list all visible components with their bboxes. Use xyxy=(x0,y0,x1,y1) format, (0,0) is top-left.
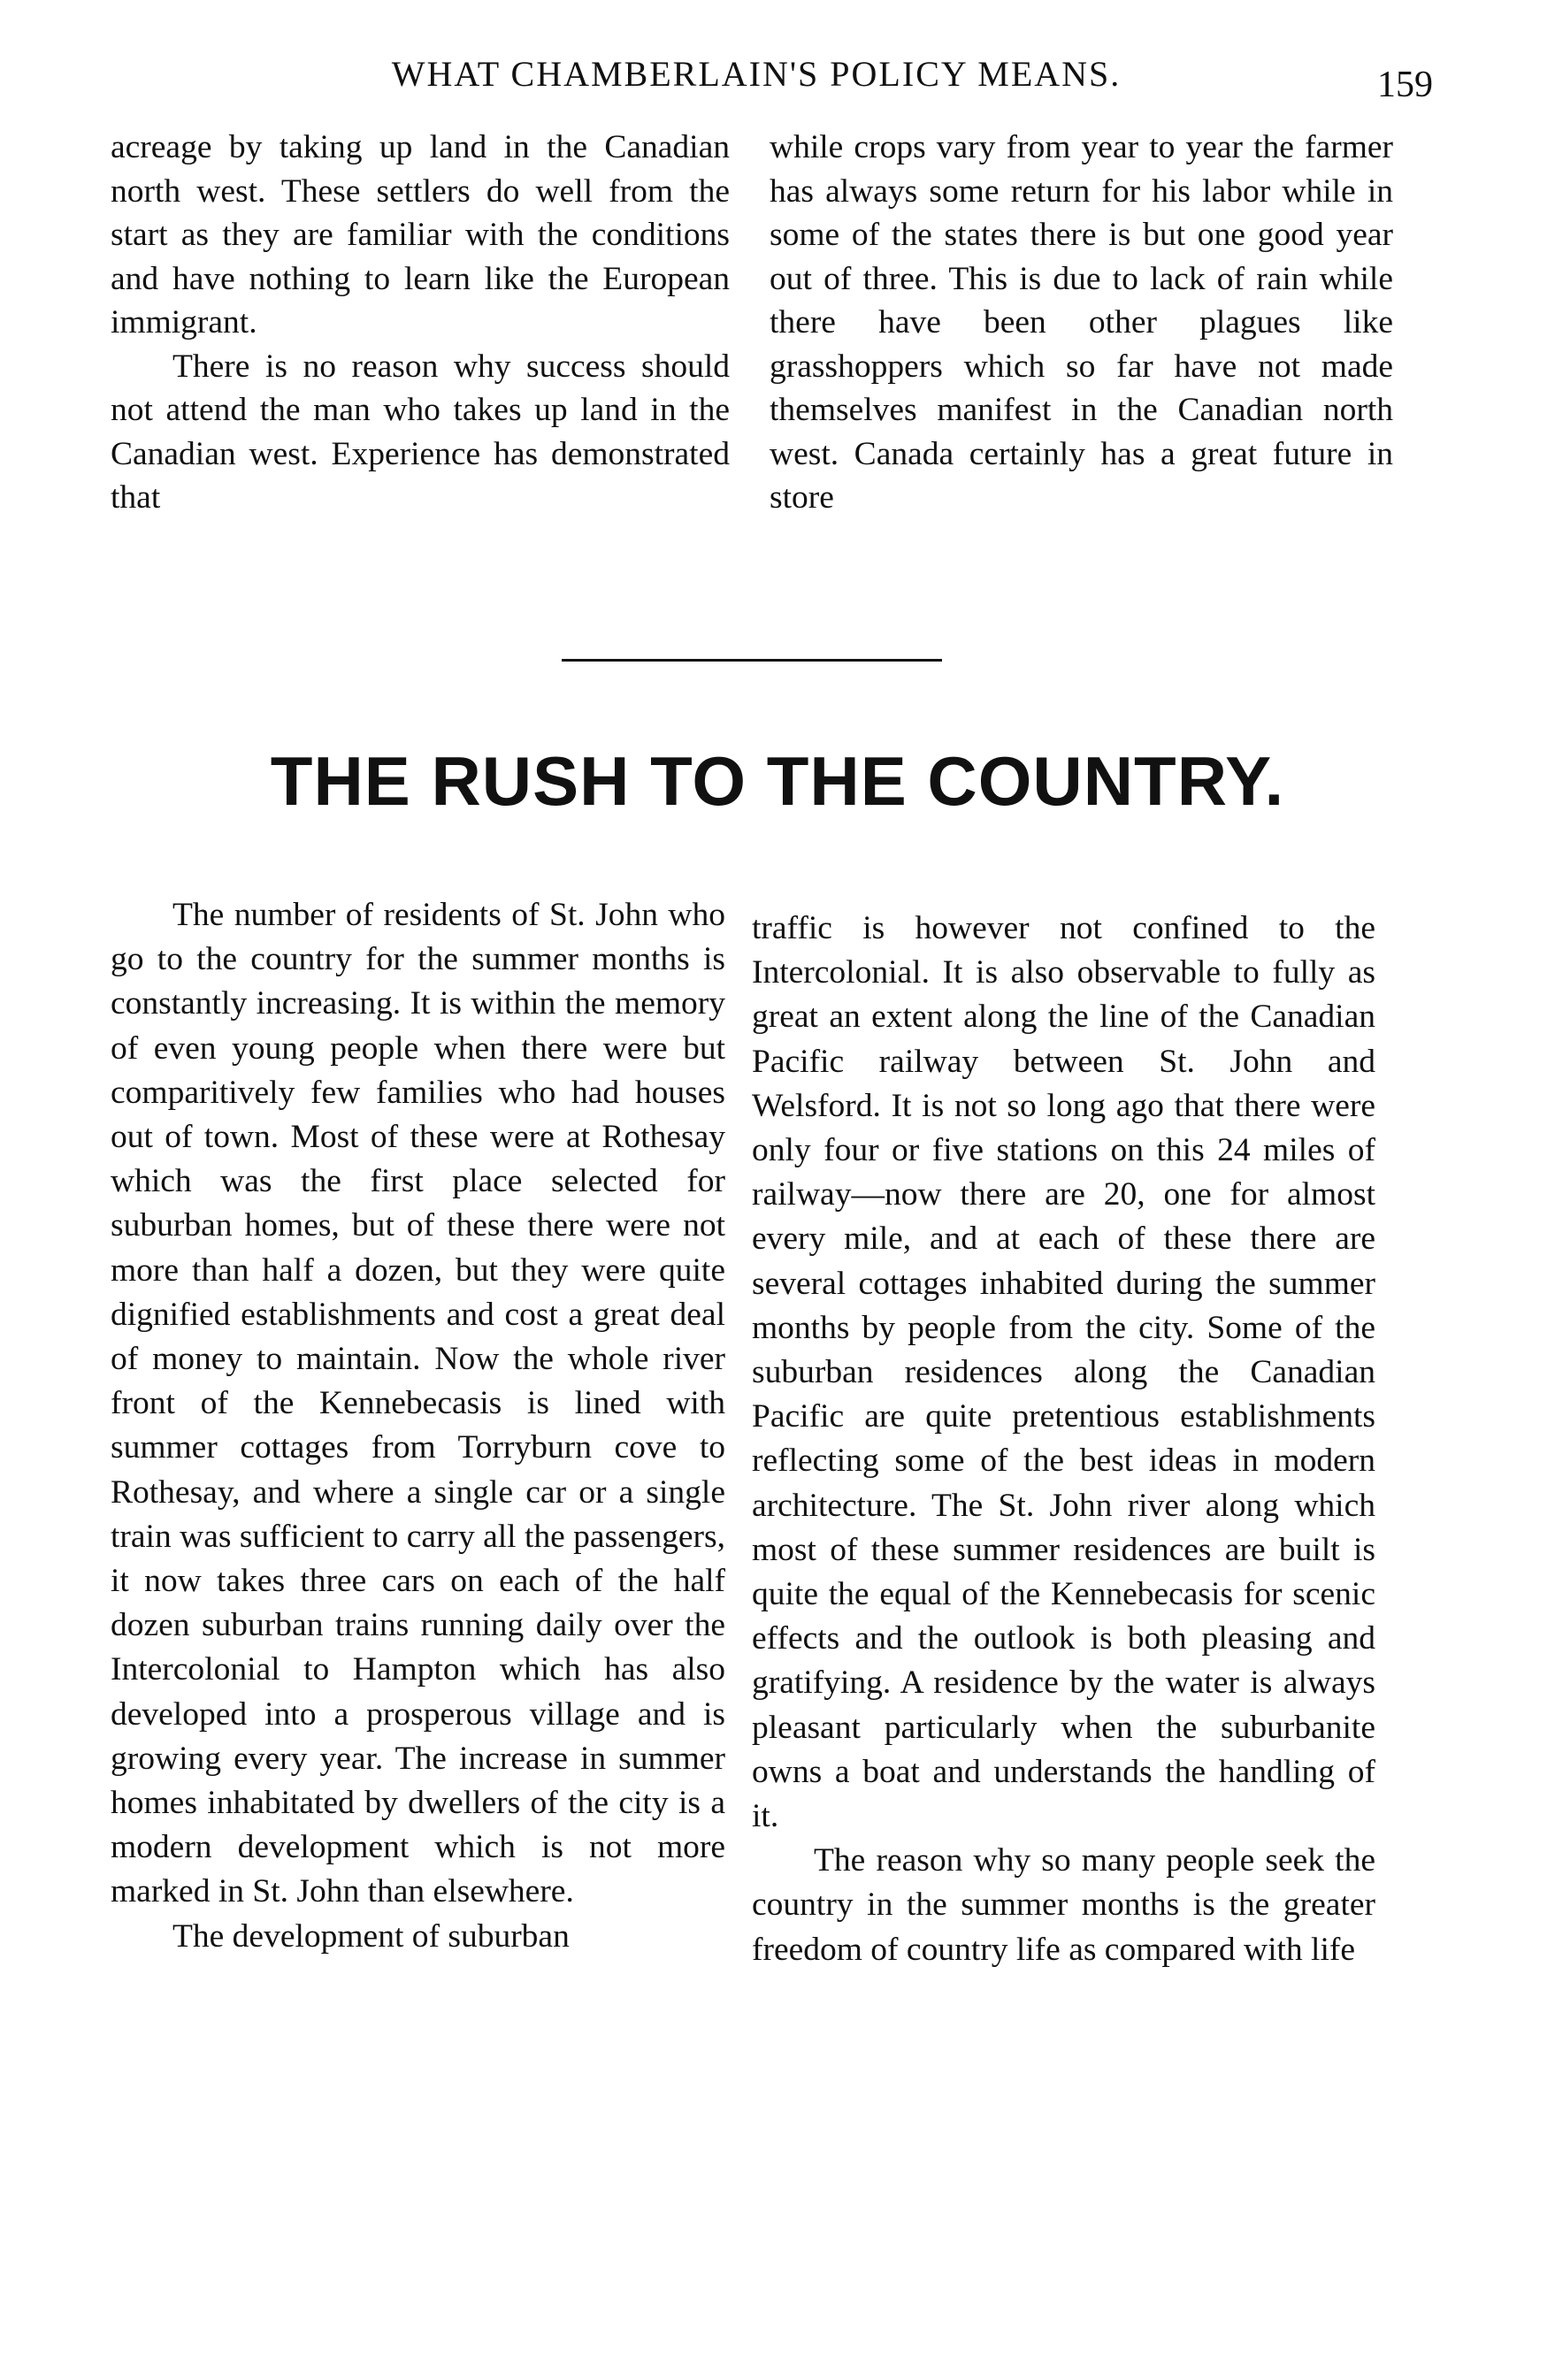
article-column-left xyxy=(111,893,725,1959)
section-divider xyxy=(562,659,942,662)
paragraph: The number of residents of St. John who go to the country for the summer months is constantly increasing. It is within the memory of even young people when there were but comparitively few families who had houses out of town. Most of these were at Rothesay which was the first place selected for suburban homes, but of these there were not more than half a dozen, but they were quite dignified establishments and cost a great deal of money to maintain. Now the whole river front of the Kennebecasis is lined with summer cottages from Torryburn cove to Rothesay, and where a single car or a single train was sufficient to carry all the passengers, it now takes three cars on each of the half dozen suburban trains running daily over the Intercolonial to Hampton which has also developed into a prosperous village and is growing every year. The increase in summer homes inhabitated by dwellers of the city is a modern development which is not more marked in St. John than elsewhere. xyxy=(111,897,725,1910)
article-column-right xyxy=(752,907,1375,1972)
article-title: THE RUSH TO THE COUNTRY. xyxy=(270,742,1285,820)
paragraph: The development of suburban xyxy=(172,1917,570,1955)
paragraph: while crops vary from year to year the farmer has always some return for his labor while in some of the states there is but one good year out of three. This is due to lack of rain while there have been other plagues like grasshoppers which so far have not made themselves manifest in the Canadian north west. Canada certainly has a great future in store xyxy=(770,129,1393,516)
paragraph: There is no reason why success should not attend the man who takes up land in the Canadian west. Experience has demonstrated that xyxy=(111,348,730,516)
running-head xyxy=(0,37,1555,108)
paragraph: acreage by taking up land in the Canadian north west. These settlers do well from the start as they are familiar with the conditions and have nothing to learn like the European immigrant. xyxy=(111,129,730,341)
paragraph: The reason why so many people seek the country in the summer months is the greater freedom of country life as compared with life xyxy=(752,1842,1375,1968)
previous-article-column-left xyxy=(111,126,730,520)
running-title: WHAT CHAMBERLAIN'S POLICY MEANS. xyxy=(391,54,1122,94)
previous-article-column-right xyxy=(770,126,1393,520)
page-number: 159 xyxy=(1377,65,1433,105)
paragraph: traffic is however not confined to the Intercolonial. It is also observable to fully as great an extent along the line of the Canadian Pacific railway between St. John and Welsford. It is not so long ago that there were only four or five stations on this 24 miles of railway—now there are 20, one for almost every mile, and at each of these there are several cottages inhabited during the summer months by people from the city. Some of the suburban residences along the Canadian Pacific are quite pretentious establishments reflecting some of the best ideas in modern architecture. The St. John river along which most of these summer residences are built is quite the equal of the Kennebecasis for scenic effects and the outlook is both pleasing and gratifying. A residence by the water is always pleasant particularly when the suburbanite owns a boat and understands the handling of it. xyxy=(752,910,1375,1835)
